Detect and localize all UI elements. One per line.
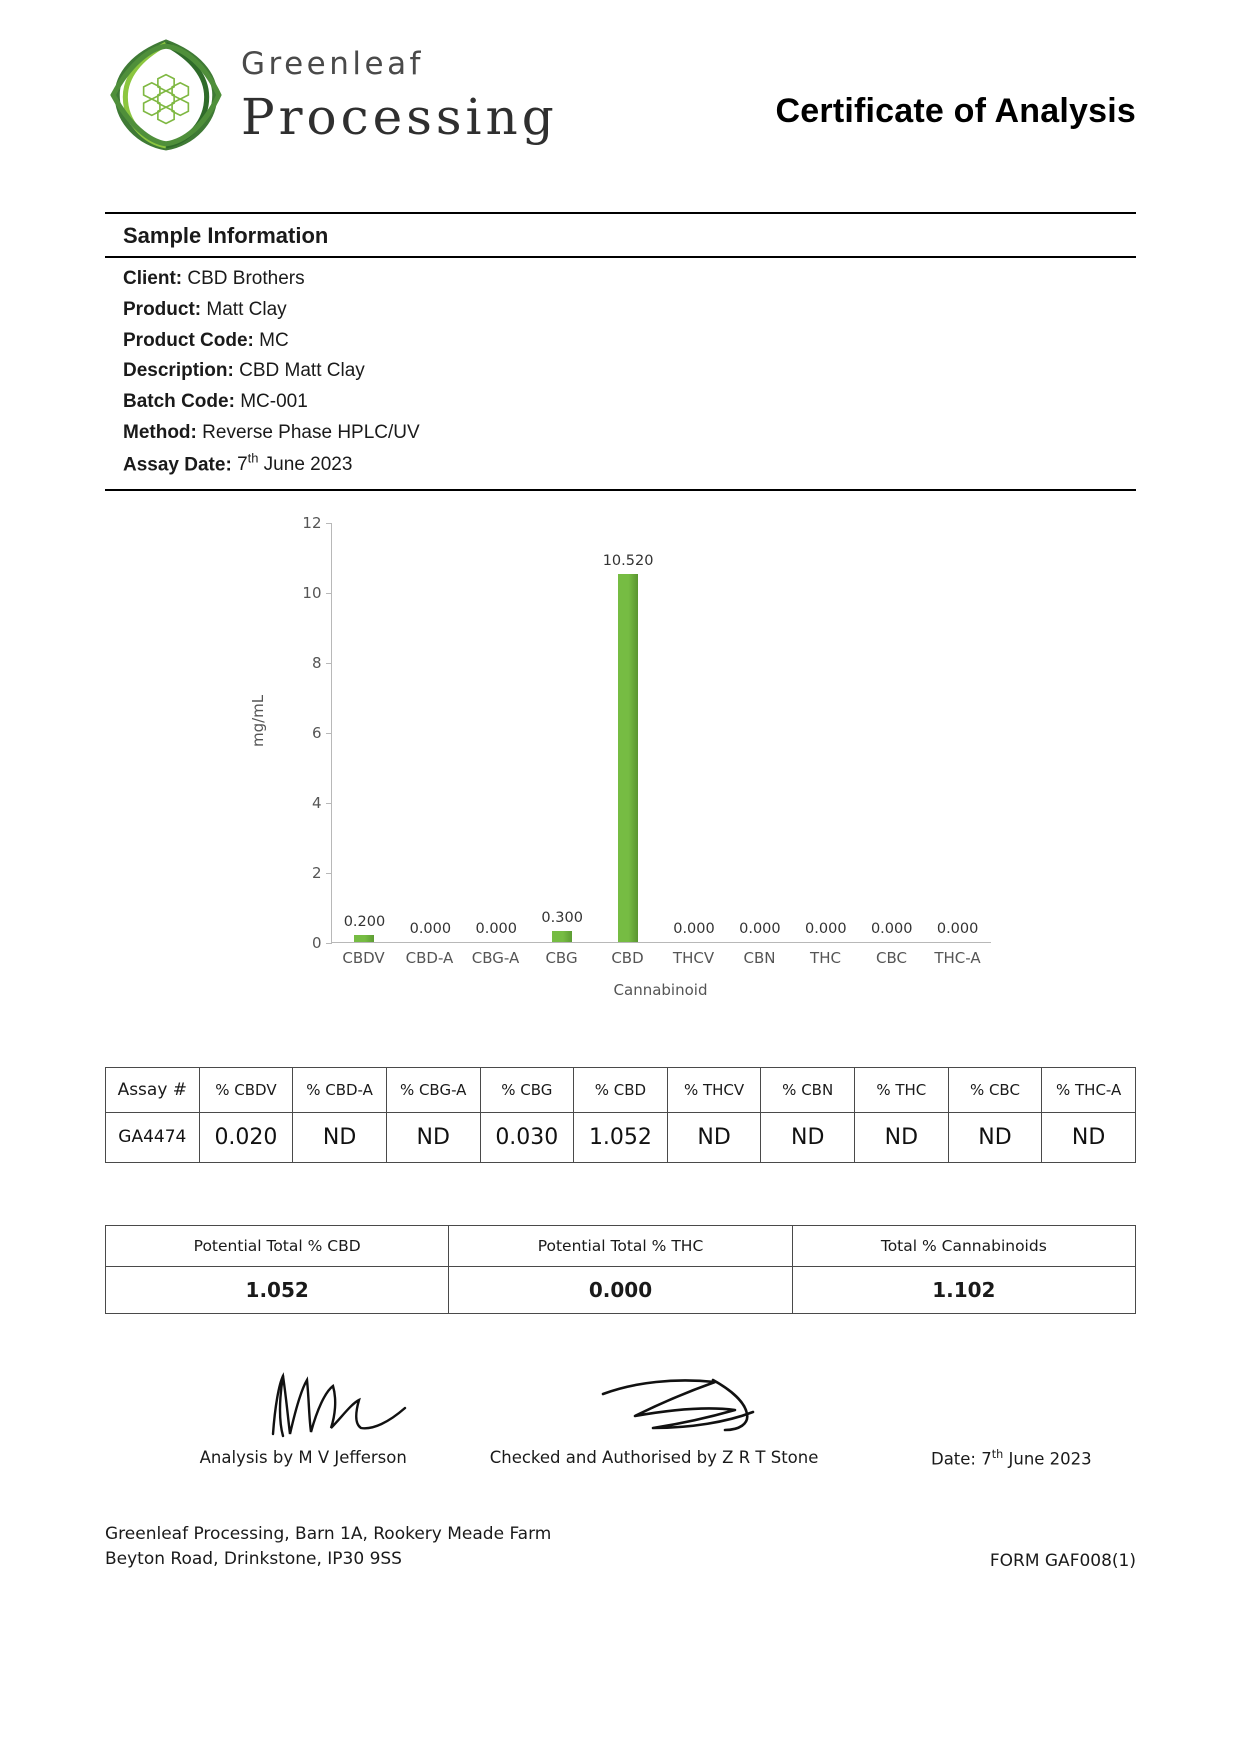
chart-bar-slot [859,523,925,942]
chart-bar-slot [661,523,727,942]
authoriser-signature-icon [595,1366,805,1446]
chart-y-tick: 2 [312,864,332,882]
chart-bar-slot [332,523,398,942]
field-description-value: CBD Matt Clay [239,360,365,382]
chart-bar-value-label: 0.000 [936,920,979,937]
chart-x-tick: THC-A [934,948,981,967]
chart-x-tick: THC [810,948,841,967]
chart-bar-slot [925,523,991,942]
field-product-value: Matt Clay [206,298,287,320]
chart-x-tick: CBG-A [471,948,520,967]
chart-bar-slot [397,523,463,942]
field-assay-date-label: Assay Date: [123,453,232,475]
chart-y-tick: 8 [312,654,332,672]
brand-logo [105,34,558,156]
totals-table [105,1225,1136,1314]
assay-cell: ND [293,1112,387,1162]
chart-bar-slot [463,523,529,942]
field-product-code [123,326,1136,357]
assay-cell: ND [948,1112,1042,1162]
chart-bar-value-label: 0.200 [343,913,386,930]
field-batch-code [123,387,1136,418]
signature-date: Date: 7th June 2023 [930,1447,1092,1469]
document-header [105,0,1136,194]
footer-address [105,1522,551,1573]
chart-bar-value-label: 0.000 [673,920,715,937]
field-client [123,264,1136,295]
footer-address-line2: Beyton Road, Drinkstone, IP30 9SS [105,1549,402,1570]
assay-column-header: % CBG [480,1067,574,1112]
chart-y-axis-label: mg/mL [248,694,267,747]
footer-address-line1: Greenleaf Processing, Barn 1A, Rookery Meade Farm [105,1523,552,1544]
chart-y-tick: 12 [302,514,331,532]
field-description-label: Description: [123,360,234,382]
assay-cell: ND [667,1112,761,1162]
chart-y-tick: 10 [302,584,331,602]
chart-bar-slot [727,523,793,942]
assay-column-header: % CBN [761,1067,855,1112]
chart-y-tick: 0 [312,934,332,952]
field-assay-date [123,449,1136,481]
totals-value-row [106,1266,1136,1313]
chart-bars [332,523,991,942]
document-footer [105,1522,1136,1573]
field-batch-code-label: Batch Code: [123,391,235,413]
page-title: Certificate of Analysis [775,91,1136,130]
assay-cell: 0.030 [480,1112,574,1162]
assay-column-header: % CBD-A [293,1067,387,1112]
assay-column-header: % CBC [948,1067,1042,1112]
checked-by-caption: Checked and Authorised by Z R T Stone [489,1447,819,1467]
chart-bar-value-label: 0.000 [475,920,518,937]
totals-column-header: Potential Total % THC [449,1225,792,1266]
field-method-value: Reverse Phase HPLC/UV [202,421,420,443]
assay-column-header: % THCV [667,1067,761,1112]
chart-bar-value-label: 0.000 [805,920,847,937]
totals-header-row [106,1225,1136,1266]
table-body [106,1112,1136,1162]
chart-bar-slot [793,523,859,942]
chart-bar-value-label: 0.000 [409,920,452,937]
assay-cell: ND [855,1112,949,1162]
field-product-code-label: Product Code: [123,329,254,351]
assay-cell: 0.020 [199,1112,293,1162]
chart-bar-value-label: 0.000 [739,920,781,937]
field-method-label: Method: [123,421,197,443]
chart-plot-area [302,513,991,952]
chart-y-tick: 6 [312,724,332,742]
cannabinoid-bar-chart [105,513,1136,1057]
sample-information-title: Sample Information [105,214,1136,258]
assay-cell: ND [1042,1112,1136,1162]
sample-information-fields [105,258,1136,489]
assay-cell: GA4474 [106,1112,200,1162]
assay-results-table [105,1067,1136,1163]
greenleaf-leaf-logo-icon [105,34,227,156]
chart-bar-slot [595,523,661,942]
brand-name-line2: Processing [241,87,558,146]
field-method [123,418,1136,449]
chart-bar-value-label: 10.520 [602,552,654,569]
chart-x-tick: CBD [611,948,644,967]
chart-y-tick: 4 [312,794,332,812]
assay-column-header: % THC-A [1042,1067,1136,1112]
assay-cell: ND [386,1112,480,1162]
analysis-by-caption: Analysis by M V Jefferson [199,1447,407,1467]
chart-x-tick: CBC [876,948,907,967]
chart-x-tick-labels [331,949,991,967]
assay-column-header: % CBG-A [386,1067,480,1112]
footer-form-code: FORM GAF008(1) [989,1550,1136,1571]
field-product [123,295,1136,326]
assay-cell: 1.052 [574,1112,668,1162]
brand-name-line1: Greenleaf [241,45,424,82]
assay-column-header: % CBD [574,1067,668,1112]
chart-bar [552,931,572,942]
table-row [106,1112,1136,1162]
chart-bar-value-label: 0.300 [541,910,583,927]
chart-x-tick: CBN [743,948,776,967]
field-product-code-value: MC [259,329,289,351]
chart-x-tick: CBG [545,948,578,967]
sample-information-section [105,212,1136,491]
totals-column-header: Total % Cannabinoids [792,1225,1135,1266]
chart-bar-value-label: 0.000 [870,920,913,937]
field-client-label: Client: [123,268,183,289]
assay-column-header: Assay # [106,1067,200,1112]
totals-cell: 1.052 [106,1266,449,1313]
chart-x-tick: CBD-A [405,948,454,967]
assay-column-header: % CBDV [199,1067,293,1112]
field-assay-date-value: 7th June 2023 [237,450,353,475]
field-product-label: Product: [123,298,202,320]
chart-bar-slot [529,523,595,942]
signatures-section [105,1362,1136,1482]
chart-x-tick: CBDV [342,948,385,967]
table-header-row [106,1067,1136,1112]
chart-bar [618,574,638,942]
chart-x-axis-label: Cannabinoid [613,980,708,999]
analyst-signature-icon [255,1356,475,1451]
field-client-value: CBD Brothers [187,268,305,289]
totals-cell: 1.102 [792,1266,1135,1313]
chart-bar [354,935,374,942]
chart-x-tick: THCV [672,948,715,967]
assay-cell: ND [761,1112,855,1162]
totals-cell: 0.000 [449,1266,792,1313]
assay-column-header: % THC [855,1067,949,1112]
field-batch-code-value: MC-001 [240,391,308,413]
field-description [123,356,1136,387]
totals-column-header: Potential Total % CBD [106,1225,449,1266]
